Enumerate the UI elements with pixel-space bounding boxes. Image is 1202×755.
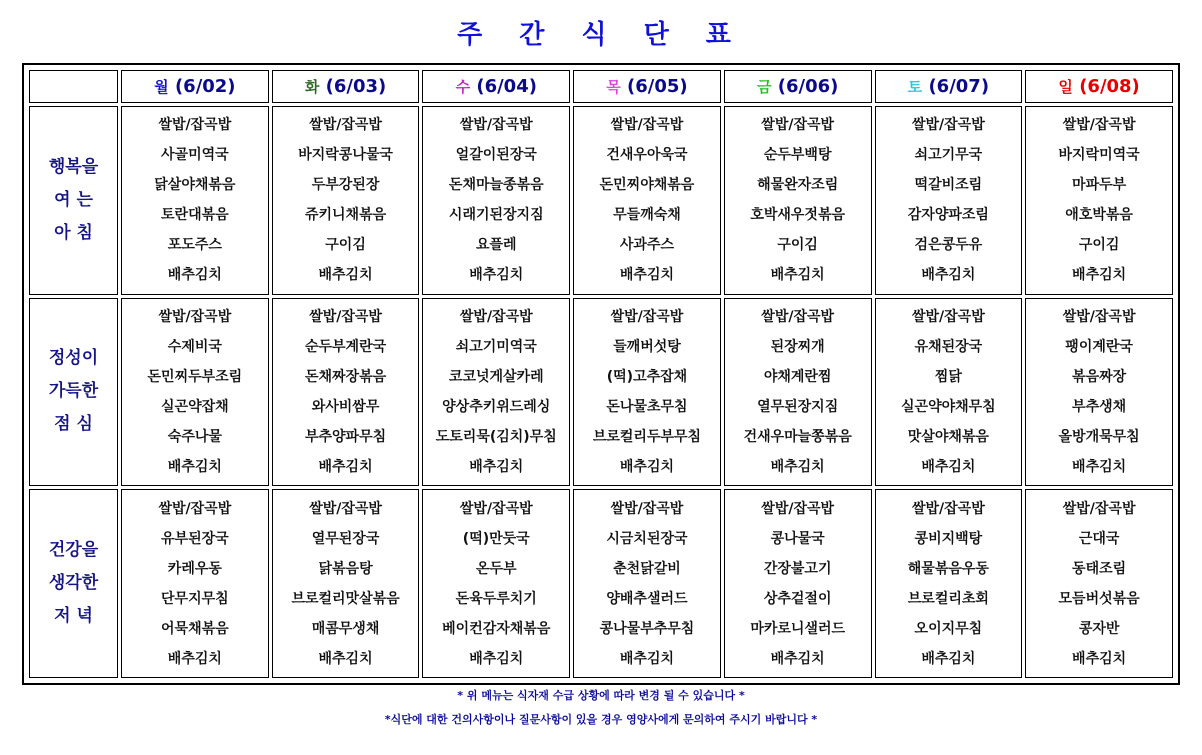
menu-item: 배추김치: [921, 458, 976, 475]
menu-item: 배추김치: [167, 650, 222, 667]
menu-item: 콩나물부추무침: [599, 620, 695, 637]
date-label: (6/03): [325, 76, 387, 97]
menu-cell: [422, 489, 570, 678]
menu-cell: [272, 106, 420, 295]
menu-item: 팽이계란국: [1065, 338, 1133, 355]
menu-cell: [573, 106, 721, 295]
menu-item: 돈민찌야채볶음: [599, 177, 695, 194]
menu-item: 검은콩두유: [914, 237, 983, 254]
menu-item: 배추김치: [921, 650, 976, 667]
meal-label-line: 행복을: [48, 156, 99, 177]
notice-contact: *식단에 대한 건의사항이나 질문사항이 있을 경우 영양사에게 문의하여 주시기 바랍니다 *: [384, 713, 818, 726]
menu-item: 단무지무침: [161, 590, 229, 607]
menu-item: 무들깨숙채: [613, 207, 681, 224]
menu-cell: [272, 489, 420, 678]
meal-label-line: 가득한: [48, 381, 99, 402]
menu-item: 순두부계란국: [304, 338, 387, 355]
meal-label: [29, 298, 118, 487]
menu-item: 온두부: [475, 560, 517, 577]
meal-row-0: [29, 106, 1173, 295]
menu-cell: [1025, 489, 1173, 678]
menu-item: 쌀밥/잡곡밥: [610, 117, 684, 134]
menu-cell: [272, 298, 420, 487]
menu-cell: [121, 489, 269, 678]
menu-item: 배추김치: [770, 267, 825, 284]
menu-item: 브로컬리초회: [907, 590, 989, 607]
menu-item: 오이지무침: [914, 620, 983, 637]
meal-label-line: 정성이: [48, 348, 99, 369]
notice-change: * 위 메뉴는 식자재 수급 상황에 따라 변경 될 수 있습니다 *: [457, 689, 745, 702]
menu-item: 올방개묵무침: [1058, 428, 1140, 445]
menu-item: 배추김치: [469, 650, 524, 667]
menu-item: 배추김치: [318, 458, 373, 475]
menu-item: 맛살야채볶음: [907, 428, 989, 445]
date-label: (6/06): [777, 76, 839, 97]
menu-item: 마파두부: [1072, 177, 1127, 194]
day-header-0: [121, 70, 269, 103]
menu-item: 건새우아욱국: [606, 147, 688, 164]
weekly-menu-table-frame: [22, 63, 1180, 685]
menu-item: 바지락콩나물국: [298, 147, 393, 164]
menu-item: 코코넛게살카레: [448, 368, 544, 385]
menu-item: 열무된장지짐: [757, 398, 839, 415]
menu-item: 쌀밥/잡곡밥: [309, 500, 382, 517]
menu-item: 콩자반: [1078, 620, 1120, 637]
menu-item: 도토리묵(김치)무침: [435, 428, 557, 445]
menu-item: 쌀밥/잡곡밥: [610, 500, 684, 517]
menu-item: 춘천닭갈비: [613, 560, 681, 577]
menu-item: 쌀밥/잡곡밥: [912, 500, 985, 517]
menu-item: 쌀밥/잡곡밥: [1062, 117, 1136, 134]
menu-item: 쥬키니채볶음: [304, 207, 387, 224]
menu-item: 배추김치: [619, 458, 675, 475]
day-header-6: [1025, 70, 1173, 103]
menu-cell: [875, 298, 1023, 487]
menu-item: 바지락미역국: [1058, 147, 1140, 164]
menu-item: 간장불고기: [763, 560, 832, 577]
menu-item: 떡갈비조림: [914, 177, 983, 194]
menu-item: 구이김: [1078, 237, 1120, 254]
menu-cell: [875, 106, 1023, 295]
menu-item: 매콤무생채: [311, 620, 380, 637]
day-header-4: [724, 70, 872, 103]
weekday-label: 화: [304, 78, 320, 96]
menu-item: 실곤약잡채: [161, 398, 229, 415]
menu-cell: [724, 489, 872, 678]
weekly-menu-table: [26, 67, 1176, 681]
menu-cell: [1025, 106, 1173, 295]
day-header-2: [422, 70, 570, 103]
menu-item: 콩비지백탕: [914, 530, 983, 547]
menu-item: 포도주스: [167, 237, 222, 254]
menu-item: 돈채짜장볶음: [304, 368, 387, 385]
menu-item: 구이김: [325, 237, 366, 254]
menu-item: 호박새우젓볶음: [750, 207, 845, 224]
menu-item: 수제비국: [167, 338, 222, 355]
menu-item: 돈나물초무침: [606, 398, 688, 415]
menu-item: 쌀밥/잡곡밥: [912, 117, 985, 134]
meal-label-line: 건강을: [48, 540, 99, 561]
date-label: (6/04): [476, 76, 537, 97]
menu-item: 열무된장국: [311, 530, 380, 547]
weekday-label: 토: [907, 78, 923, 96]
menu-item: 배추김치: [770, 458, 825, 475]
menu-item: 쇠고기무국: [914, 147, 983, 164]
menu-item: 배추김치: [469, 267, 524, 284]
meal-label-line: 점 심: [54, 414, 93, 435]
menu-item: 배추김치: [1072, 267, 1127, 284]
menu-cell: [573, 489, 721, 678]
day-header-5: [875, 70, 1023, 103]
menu-item: 배추김치: [619, 267, 675, 284]
menu-item: 쇠고기미역국: [455, 338, 537, 355]
meal-label-line: 저 녁: [54, 606, 93, 627]
menu-item: 배추김치: [167, 267, 222, 284]
menu-item: 배추김치: [921, 267, 976, 284]
menu-item: 실곤약야채무침: [901, 398, 996, 415]
menu-item: 쌀밥/잡곡밥: [1062, 308, 1136, 325]
day-header-3: [573, 70, 721, 103]
menu-item: 쌀밥/잡곡밥: [158, 117, 232, 134]
meal-label-line: 여 는: [54, 189, 93, 210]
menu-item: 두부강된장: [311, 177, 380, 194]
menu-item: 양배추샐러드: [606, 590, 688, 607]
menu-item: 쌀밥/잡곡밥: [761, 500, 835, 517]
menu-body: [29, 106, 1173, 678]
menu-item: 동태조림: [1072, 560, 1127, 577]
menu-item: 닭볶음탕: [318, 560, 373, 577]
meal-label-line: 생각한: [48, 573, 99, 594]
menu-cell: [121, 298, 269, 487]
menu-item: 된장찌개: [770, 338, 825, 355]
menu-item: 유채된장국: [914, 338, 983, 355]
menu-cell: [875, 489, 1023, 678]
page-title: 주 간 식 단 표: [457, 20, 745, 50]
menu-item: 쌀밥/잡곡밥: [459, 500, 533, 517]
menu-item: (떡)고추잡채: [606, 368, 688, 385]
menu-item: 돈육두루치기: [455, 590, 537, 607]
weekday-label: 수: [455, 78, 471, 96]
menu-item: 배추김치: [167, 458, 222, 475]
menu-item: 배추김치: [619, 650, 675, 667]
menu-item: 브로컬리맛살볶음: [291, 590, 400, 607]
menu-item: 해물완자조림: [757, 177, 839, 194]
menu-item: 볶음짜장: [1072, 368, 1127, 385]
menu-item: 건새우마늘쫑볶음: [743, 428, 852, 445]
menu-item: 마카로니샐러드: [750, 620, 845, 637]
menu-item: 콩나물국: [770, 530, 825, 547]
menu-item: 쌀밥/잡곡밥: [309, 117, 382, 134]
meal-row-2: [29, 489, 1173, 678]
meal-label: [29, 106, 118, 295]
menu-item: 어묵채볶음: [161, 620, 229, 637]
menu-item: 베이컨감자채볶음: [442, 620, 551, 637]
menu-item: 쌀밥/잡곡밥: [158, 500, 232, 517]
menu-item: 쌀밥/잡곡밥: [761, 308, 835, 325]
menu-item: 감자양파조림: [907, 207, 989, 224]
menu-cell: [121, 106, 269, 295]
menu-item: 배추김치: [770, 650, 825, 667]
menu-item: 모듬버섯볶음: [1058, 590, 1140, 607]
menu-item: 쌀밥/잡곡밥: [1062, 500, 1136, 517]
menu-item: 카레우동: [167, 560, 222, 577]
menu-item: 유부된장국: [161, 530, 229, 547]
date-label: (6/05): [627, 76, 688, 97]
menu-item: 시래기된장지짐: [448, 207, 544, 224]
meal-label-line: 아 침: [54, 222, 93, 243]
menu-item: 돈채마늘종볶음: [448, 177, 544, 194]
menu-item: 와사비쌈무: [311, 398, 380, 415]
menu-item: 쌀밥/잡곡밥: [912, 308, 985, 325]
menu-item: 쌀밥/잡곡밥: [761, 117, 835, 134]
menu-item: 배추김치: [469, 458, 524, 475]
menu-cell: [573, 298, 721, 487]
menu-item: 야채계란찜: [763, 368, 832, 385]
menu-cell: [422, 106, 570, 295]
menu-item: 들깨버섯탕: [613, 338, 681, 355]
menu-item: 구이김: [777, 237, 818, 254]
corner-cell: [29, 70, 118, 103]
menu-item: 애호박볶음: [1065, 207, 1133, 224]
menu-item: 상추겉절이: [763, 590, 832, 607]
menu-cell: [724, 106, 872, 295]
menu-item: 사골미역국: [161, 147, 229, 164]
menu-item: 배추김치: [1072, 458, 1127, 475]
menu-item: 쌀밥/잡곡밥: [459, 117, 533, 134]
menu-item: 찜닭: [934, 368, 962, 385]
menu-item: 닭살야채볶음: [154, 177, 236, 194]
menu-item: 쌀밥/잡곡밥: [459, 308, 533, 325]
menu-item: 시금치된장국: [606, 530, 688, 547]
menu-item: 부추양파무침: [304, 428, 387, 445]
date-label: (6/08): [1079, 76, 1140, 97]
menu-item: 요플레: [475, 237, 517, 254]
menu-item: (떡)만둣국: [462, 530, 530, 547]
menu-cell: [724, 298, 872, 487]
menu-item: 배추김치: [318, 650, 373, 667]
weekday-label: 목: [606, 78, 621, 96]
meal-label: [29, 489, 118, 678]
menu-item: 순두부백탕: [763, 147, 832, 164]
menu-item: 배추김치: [1072, 650, 1127, 667]
menu-item: 쌀밥/잡곡밥: [158, 308, 232, 325]
menu-cell: [422, 298, 570, 487]
menu-item: 배추김치: [318, 267, 373, 284]
menu-item: 사과주스: [619, 237, 675, 254]
menu-item: 양상추키위드레싱: [442, 398, 551, 415]
weekday-label: 금: [756, 78, 772, 96]
menu-item: 얼갈이된장국: [455, 147, 537, 164]
menu-item: 해물볶음우동: [907, 560, 989, 577]
weekday-label: 일: [1058, 78, 1073, 96]
menu-item: 쌀밥/잡곡밥: [309, 308, 382, 325]
menu-item: 브로컬리두부무침: [592, 428, 702, 445]
menu-item: 토란대볶음: [161, 207, 229, 224]
menu-cell: [1025, 298, 1173, 487]
weekday-label: 월: [154, 78, 169, 96]
header-row: [29, 70, 1173, 103]
day-header-1: [272, 70, 420, 103]
menu-item: 숙주나물: [167, 428, 222, 445]
menu-item: 근대국: [1078, 530, 1120, 547]
menu-item: 돈민찌두부조림: [147, 368, 243, 385]
meal-row-1: [29, 298, 1173, 487]
date-label: (6/02): [174, 76, 236, 97]
date-label: (6/07): [928, 76, 990, 97]
menu-item: 쌀밥/잡곡밥: [610, 308, 684, 325]
menu-item: 부추생채: [1072, 398, 1127, 415]
